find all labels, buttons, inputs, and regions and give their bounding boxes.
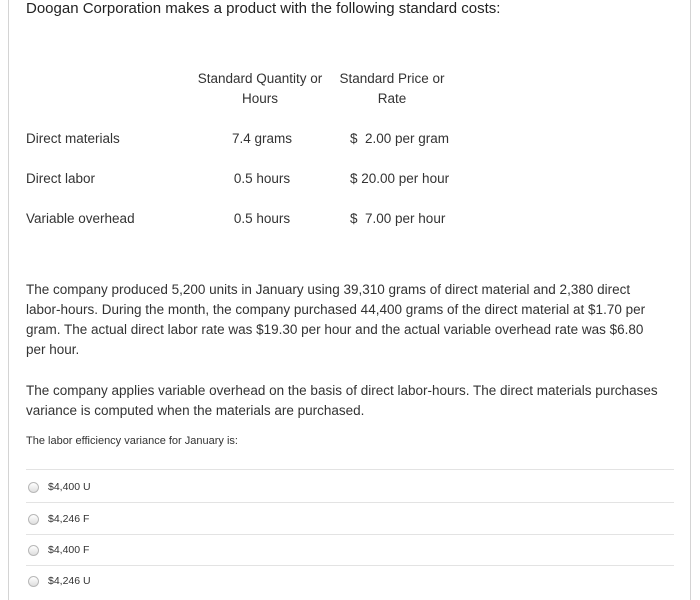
row-label-direct-labor: Direct labor	[26, 171, 96, 186]
row-label-direct-materials: Direct materials	[26, 131, 120, 146]
intro-text: Doogan Corporation makes a product with the following standard costs:	[26, 0, 501, 17]
header-standard-quantity	[190, 69, 330, 109]
paragraph-overhead-basis: The company applies variable overhead on the basis of direct labor-hours. The direct materials purchases variance is computed when the materials are purchased.	[26, 383, 658, 418]
answer-option-1[interactable]	[28, 478, 91, 496]
header-standard-price	[334, 69, 450, 109]
row-qty-direct-labor: 0.5 hours	[233, 171, 291, 186]
radio-button[interactable]	[28, 576, 39, 587]
header-price-line2: Rate	[377, 91, 407, 106]
answer-option-4[interactable]	[28, 572, 91, 590]
divider	[26, 534, 674, 535]
row-price-variable-overhead: $ 7.00 per hour	[350, 211, 446, 226]
row-price-direct-materials: $ 2.00 per gram	[350, 131, 450, 146]
option-label: $4,246 U	[48, 575, 91, 587]
row-price-direct-labor: $ 20.00 per hour	[350, 171, 450, 186]
answer-option-2[interactable]	[28, 510, 89, 528]
question-prompt: The labor efficiency variance for January is:	[26, 435, 238, 447]
radio-button[interactable]	[28, 514, 39, 525]
divider	[26, 565, 674, 566]
divider	[26, 469, 674, 470]
row-qty-variable-overhead: 0.5 hours	[233, 211, 291, 226]
header-qty-line1: Standard Quantity or	[197, 71, 323, 86]
option-label: $4,400 U	[48, 481, 91, 493]
option-label: $4,400 F	[48, 544, 90, 556]
row-qty-direct-materials: 7.4 grams	[231, 131, 293, 146]
answer-option-3[interactable]	[28, 541, 89, 559]
paragraph-production-details: The company produced 5,200 units in January using 39,310 grams of direct material and 2,380 direct labor-hours. During the month, the company purchased 44,400 grams of the direct material at $1.70 per gram. The actual direct labor rate was $19.30 per hour and the actual variable overhead rate was $6.80 per hour.	[26, 282, 646, 357]
radio-button[interactable]	[28, 482, 39, 493]
radio-button[interactable]	[28, 545, 39, 556]
header-qty-line2: Hours	[241, 91, 278, 106]
header-price-line1: Standard Price or	[339, 71, 445, 86]
row-label-variable-overhead: Variable overhead	[26, 211, 135, 226]
option-label: $4,246 F	[48, 513, 90, 525]
divider	[26, 502, 674, 503]
